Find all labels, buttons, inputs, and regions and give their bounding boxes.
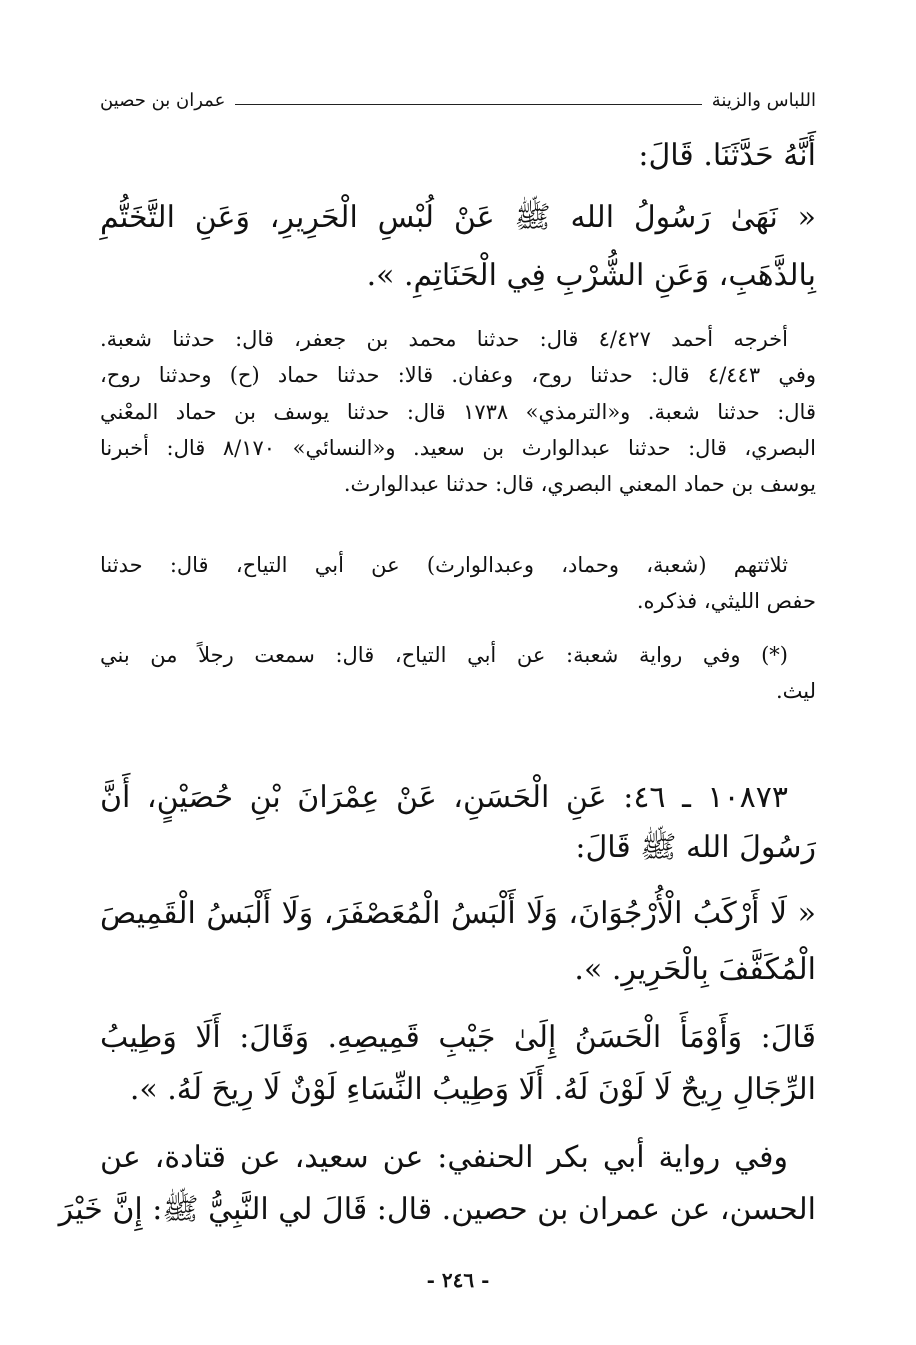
header-rule — [235, 104, 701, 105]
takhrij-note — [100, 326, 816, 498]
text-line: ليث. — [775, 679, 816, 704]
text-line: حفص الليثي، فذكره. — [636, 589, 816, 614]
text-line: « نَهَىٰ رَسُولُ الله ﷺ عَنْ لُبْسِ الْحَرِيرِ، وَعَنِ التَّخَتُّمِ — [100, 200, 816, 235]
text-line: بِالذَّهَبِ، وَعَنِ الشُّرْبِ فِي الْحَنَاتِمِ. ». — [366, 258, 816, 293]
text-line: وفي رواية أبي بكر الحنفي: عن سعيد، عن قتادة، عن — [100, 1140, 788, 1175]
text-line: قال: حدثنا شعبة. و«الترمذي» ١٧٣٨ قال: حدثنا يوسف بن حماد المعْني — [100, 399, 816, 424]
text-line: البصري، قال: حدثنا عبدالوارث بن سعيد. و«النسائي» ٨/١٧٠ قال: أخبرنا — [100, 435, 816, 460]
takhrij-chain-note — [100, 552, 816, 616]
text-line: قَالَ: وَأَوْمَأَ الْحَسَنُ إِلَىٰ جَيْبِ قَمِيصِهِ. وَقَالَ: أَلَا وَطِيبُ — [100, 1020, 816, 1055]
hadith-10873 — [100, 780, 816, 866]
text-line: « لَا أَرْكَبُ الْأُرْجُوَانَ، وَلَا أَلْبَسُ الْمُعَصْفَرَ، وَلَا أَلْبَسُ الْقَمِيصَ — [100, 896, 816, 931]
text-line: أَنَّهُ حَدَّثَنَا. قَالَ: — [638, 138, 816, 173]
page-number: - ٢٤٦ - — [426, 1268, 490, 1292]
text-line: الحسن، عن عمران بن حصين. قال: قَالَ لي النَّبِيُّ ﷺ: إِنَّ خَيْرَ — [58, 1192, 816, 1227]
text-line: الرِّجَالِ رِيحٌ لَا لَوْنَ لَهُ. أَلَا وَطِيبُ النِّسَاءِ لَوْنٌ لَا رِيحَ لَهُ. ». — [129, 1072, 816, 1107]
hadith-quote — [100, 896, 816, 988]
header-chapter-title: اللباس والزينة — [711, 89, 816, 111]
text-line: الْمُكَفَّفَ بِالْحَرِيرِ. ». — [574, 952, 816, 987]
hadith-quote — [100, 200, 816, 294]
header-section-title: عمران بن حصين — [100, 89, 226, 111]
text-line: أخرجه أحمد ٤/٤٢٧ قال: حدثنا محمد بن جعفر، قال: حدثنا شعبة. — [100, 327, 788, 351]
text-line: يوسف بن حماد المعني البصري، قال: حدثنا عبدالوارث. — [343, 472, 816, 497]
running-header — [100, 86, 816, 114]
text-line: (*) وفي رواية شعبة: عن أبي التياح، قال: سمعت رجلاً من بني — [100, 643, 788, 667]
hadith-text-continuation — [100, 138, 816, 174]
variant-narration — [58, 1140, 816, 1228]
variant-note — [100, 642, 816, 706]
text-line: ثلاثتهم (شعبة، وحماد، وعبدالوارث) عن أبي التياح، قال: حدثنا — [100, 553, 788, 577]
text-line: وفي ٤/٤٤٣ قال: حدثنا روح، وعفان. قالا: حدثنا حماد (ح) وحدثنا روح، — [100, 363, 817, 388]
text-line: رَسُولَ الله ﷺ قَالَ: — [575, 830, 816, 865]
hadith-heading-line: ١٠٨٧٣ ـ ٤٦: عَنِ الْحَسَنِ، عَنْ عِمْرَانَ بْنِ حُصَيْنٍ، أَنَّ — [100, 780, 788, 815]
hadith-commentary — [100, 1020, 816, 1108]
